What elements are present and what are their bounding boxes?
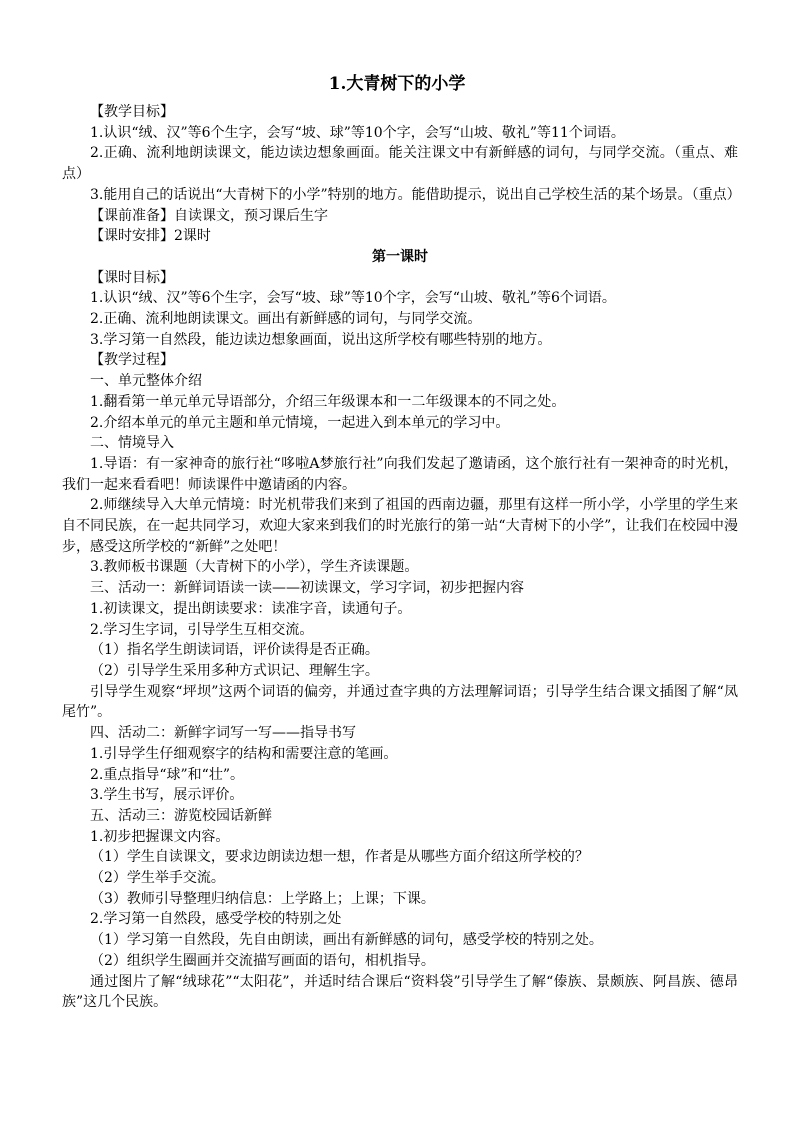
paragraph: （3）教师引导整理归纳信息：上学路上；上课；下课。 — [90, 890, 435, 907]
paragraph: 【教学过程】 — [90, 352, 174, 369]
paragraph: （2）学生举手交流。 — [90, 870, 225, 887]
paragraph: 引导学生观察“坪坝”这两个词语的偏旁，并通过查字典的方法理解词语；引导学生结合课文插图了解“凤尾竹”。 — [62, 683, 738, 721]
paragraph: 1.翻看第一单元单元导语部分，介绍三年级课本和一二年级课本的不同之处。 — [90, 393, 566, 410]
paragraph: 2.师继续导入大单元情境：时光机带我们来到了祖国的西南边疆，那里有这样一所小学，小学里的学生来自不同民族，在一起共同学习，欢迎大家来到我们的时光旅行的第一站“大青树下的小学”，让我们在校园中漫步，感受这所学校的“新鲜”之处吧！ — [62, 497, 738, 555]
paragraph: 3.教师板书课题（大青树下的小学），学生齐读课题。 — [90, 559, 419, 576]
paragraph: 2.正确、流利地朗读课文。画出有新鲜感的词句，与同学交流。 — [90, 311, 482, 328]
paragraph: 2.重点指导“球”和“壮”。 — [90, 766, 244, 783]
paragraph: 2.学习生字词，引导学生互相交流。 — [90, 621, 314, 638]
paragraph: 1.引导学生仔细观察字的结构和需要注意的笔画。 — [90, 745, 398, 762]
document-title: 1.大青树下的小学 — [328, 74, 466, 94]
paragraph: （2）组织学生圈画并交流描写画面的语句，相机指导。 — [90, 952, 435, 969]
paragraph: （1）学生自读课文，要求边朗读边想一想，作者是从哪些方面介绍这所学校的？ — [90, 849, 589, 866]
paragraph: 五、活动三：游览校园话新鲜 — [90, 807, 272, 824]
document-body — [62, 102, 741, 1013]
paragraph: 一、单元整体介绍 — [90, 373, 202, 390]
paragraph: 二、情境导入 — [90, 435, 174, 452]
paragraph: 【课时安排】2课时 — [90, 228, 211, 245]
paragraph: 通过图片了解“绒球花”“太阳花”，并适时结合课后“资料袋”引导学生了解“傣族、景颇族、阿昌族、德昂族”这几个民族。 — [62, 973, 738, 1011]
paragraph: 【课前准备】自读课文，预习课后生字 — [90, 207, 328, 224]
paragraph: 3.学习第一自然段，能边读边想象画面，说出这所学校有哪些特别的地方。 — [90, 331, 552, 348]
paragraph: （2）引导学生采用多种方式识记、理解生字。 — [90, 662, 379, 679]
section-heading: 第一课时 — [372, 248, 428, 265]
paragraph: 1.导语：有一家神奇的旅行社“哆啦A梦旅行社”向我们发起了邀请函，这个旅行社有一架神奇的时光机，我们一起来看看吧！师读课件中邀请函的内容。 — [62, 455, 738, 493]
paragraph: 【教学目标】 — [90, 104, 174, 120]
paragraph: 2.正确、流利地朗读课文，能边读边想象画面。能关注课文中有新鲜感的词句，与同学交流。（重点、难点） — [62, 145, 738, 183]
paragraph: （1）指名学生朗读词语，评价读得是否正确。 — [90, 642, 379, 659]
paragraph: 2.学习第一自然段，感受学校的特别之处 — [90, 911, 342, 928]
paragraph: 三、活动一：新鲜词语读一读——初读课文，学习字词，初步把握内容 — [90, 580, 524, 597]
paragraph: 1.认识“绒、汉”等6个生字，会写“坡、球”等10个字，会写“山坡、敬礼”等11个词语。 — [90, 124, 625, 141]
paragraph: 3.学生书写，展示评价。 — [90, 787, 244, 804]
paragraph: （1）学习第一自然段，先自由朗读，画出有新鲜感的词句，感受学校的特别之处。 — [90, 932, 603, 949]
paragraph: 四、活动二：新鲜字词写一写——指导书写 — [90, 725, 356, 742]
paragraph: 1.初读课文，提出朗读要求：读准字音，读通句子。 — [90, 600, 412, 617]
paragraph: 1.认识“绒、汉”等6个生字，会写“坡、球”等10个字，会写“山坡、敬礼”等6个词语。 — [90, 290, 616, 307]
paragraph: 【课时目标】 — [90, 269, 174, 286]
paragraph: 2.介绍本单元的单元主题和单元情境，一起进入到本单元的学习中。 — [90, 414, 510, 431]
paragraph: 1.初步把握课文内容。 — [90, 828, 230, 845]
paragraph: 3.能用自己的话说出“大青树下的小学”特别的地方。能借助提示，说出自己学校生活的某个场景。（重点） — [90, 186, 741, 203]
